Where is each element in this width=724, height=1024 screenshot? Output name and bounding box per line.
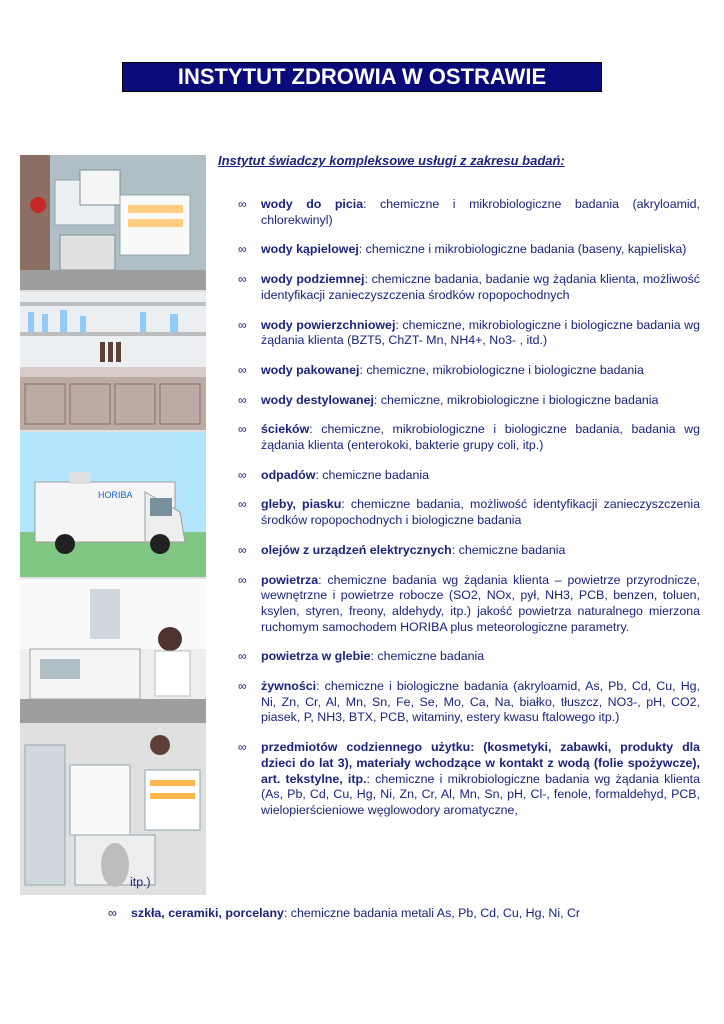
list-item: ∞ żywności: chemiczne i biologiczne badania (akryloamid, As, Pb, Cd, Cu, Hg, Ni, Zn, Cr, Al, Mn, Sn, Fe, Se, Mo, Ca, Na, białko, tłuszcz, NO3-, pH, CO2, piasek, P, NH3, BTX, PCB, witaminy, estery kwasu ftalowego itp.) <box>238 679 700 725</box>
photo-lab-shelves <box>20 292 206 432</box>
list-item: ∞ powietrza w glebie: chemiczne badania <box>238 649 485 664</box>
infinity-bullet-icon: ∞ <box>238 679 247 694</box>
infinity-bullet-icon: ∞ <box>238 422 247 437</box>
list-item: ∞ gleby, piasku: chemiczne badania, możliwość identyfikacji zanieczyszczenia środków ropopochodnych i biologiczne badania <box>238 497 700 528</box>
list-item: ∞ wody powierzchniowej: chemiczne, mikrobiologiczne i biologiczne badania wg żądania klienta (BZT5, ChZT- Mn, NH4+, No3- , itd.) <box>238 317 701 348</box>
page-title: INSTYTUT ZDROWIA W OSTRAWIE <box>122 62 602 92</box>
list-item: ∞ odpadów: chemiczne badania <box>238 467 430 482</box>
infinity-bullet-icon: ∞ <box>238 242 247 257</box>
infinity-bullet-icon: ∞ <box>238 272 247 287</box>
list-item: ∞ olejów z urządzeń elektrycznych: chemiczne badania <box>238 542 566 557</box>
photo-lab-chromatograph <box>20 725 206 895</box>
chromatograph-photo-icon <box>20 725 206 893</box>
list-item: ∞ wody do picia: chemiczne i mikrobiologiczne badania (akryloamid, chlorekwinyl) <box>238 197 700 227</box>
van-label: HORIBA <box>98 490 133 500</box>
lab-equipment-photo-icon <box>20 155 206 290</box>
list-item-continuation: itp.) <box>130 875 151 889</box>
list-item: ∞ wody podziemnej: chemiczne badania, badanie wg żądania klienta, możliwość identyfikacji zanieczyszczenia środków ropopochodnych <box>238 272 700 302</box>
list-item: ∞ ścieków: chemiczne, mikrobiologiczne i biologiczne badania, badania wg żądania klienta (enterokoki, bakterie grupy coli, itp.) <box>238 422 700 453</box>
infinity-bullet-icon: ∞ <box>238 392 247 407</box>
infinity-bullet-icon: ∞ <box>238 740 247 755</box>
infinity-bullet-icon: ∞ <box>238 649 247 664</box>
lab-shelves-photo-icon <box>20 292 206 430</box>
infinity-bullet-icon: ∞ <box>238 362 247 377</box>
list-item: ∞ wody kąpielowej: chemiczne i mikrobiologiczne badania (baseny, kąpieliska) <box>238 242 687 257</box>
technician-photo-icon <box>20 579 206 723</box>
services-list <box>238 197 700 833</box>
photo-horiba-van <box>20 432 206 579</box>
van-photo-icon <box>20 432 206 577</box>
photo-lab-instruments <box>20 155 206 292</box>
infinity-bullet-icon: ∞ <box>238 197 247 211</box>
list-item: ∞ przedmiotów codziennego użytku: (kosmetyki, zabawki, produkty dla dzieci do lat 3), materiały wchodzące w kontakt z wodą (folie spożywcze), art. tekstylne, itp.: chemiczne i mikrobiologiczne badania wg żądania klienta (As, Pb, Cd, Cu, Hg, Ni, Zn, Cr, Al, Mn, Sn, pH, Cl-, fenole, formaldehyd, PCB, wielopierścieniowe węglowodory aromatyczne, <box>238 740 700 817</box>
infinity-bullet-icon: ∞ <box>238 572 247 587</box>
infinity-bullet-icon: ∞ <box>238 497 247 512</box>
list-item: ∞ wody pakowanej: chemiczne, mikrobiologiczne i biologiczne badania <box>238 362 644 377</box>
infinity-bullet-icon: ∞ <box>238 467 247 482</box>
list-item: ∞ powietrza: chemiczne badania wg żądania klienta – powietrze przyrodnicze, wewnętrzne i powietrze robocze (SO2, NOx, pył, NH3, PCB, benzen, toluen, ksylen, styren, freony, aldehydy, itp.) jakość powietrza naturalnego mierzona ruchomym samochodem HORIBA plus meteorologiczne parametry. <box>238 572 700 634</box>
infinity-bullet-icon: ∞ <box>238 317 247 332</box>
infinity-bullet-icon: ∞ <box>108 906 117 920</box>
photo-lab-technician <box>20 579 206 725</box>
infinity-bullet-icon: ∞ <box>238 542 247 557</box>
list-item: ∞ wody destylowanej: chemiczne, mikrobiologiczne i biologiczne badania <box>238 392 659 407</box>
list-item: ∞ szkła, ceramiki, porcelany: chemiczne badania metali As, Pb, Cd, Cu, Hg, Ni, Cr <box>108 906 581 920</box>
services-intro: Instytut świadczy kompleksowe usługi z zakresu badań: <box>218 153 565 168</box>
